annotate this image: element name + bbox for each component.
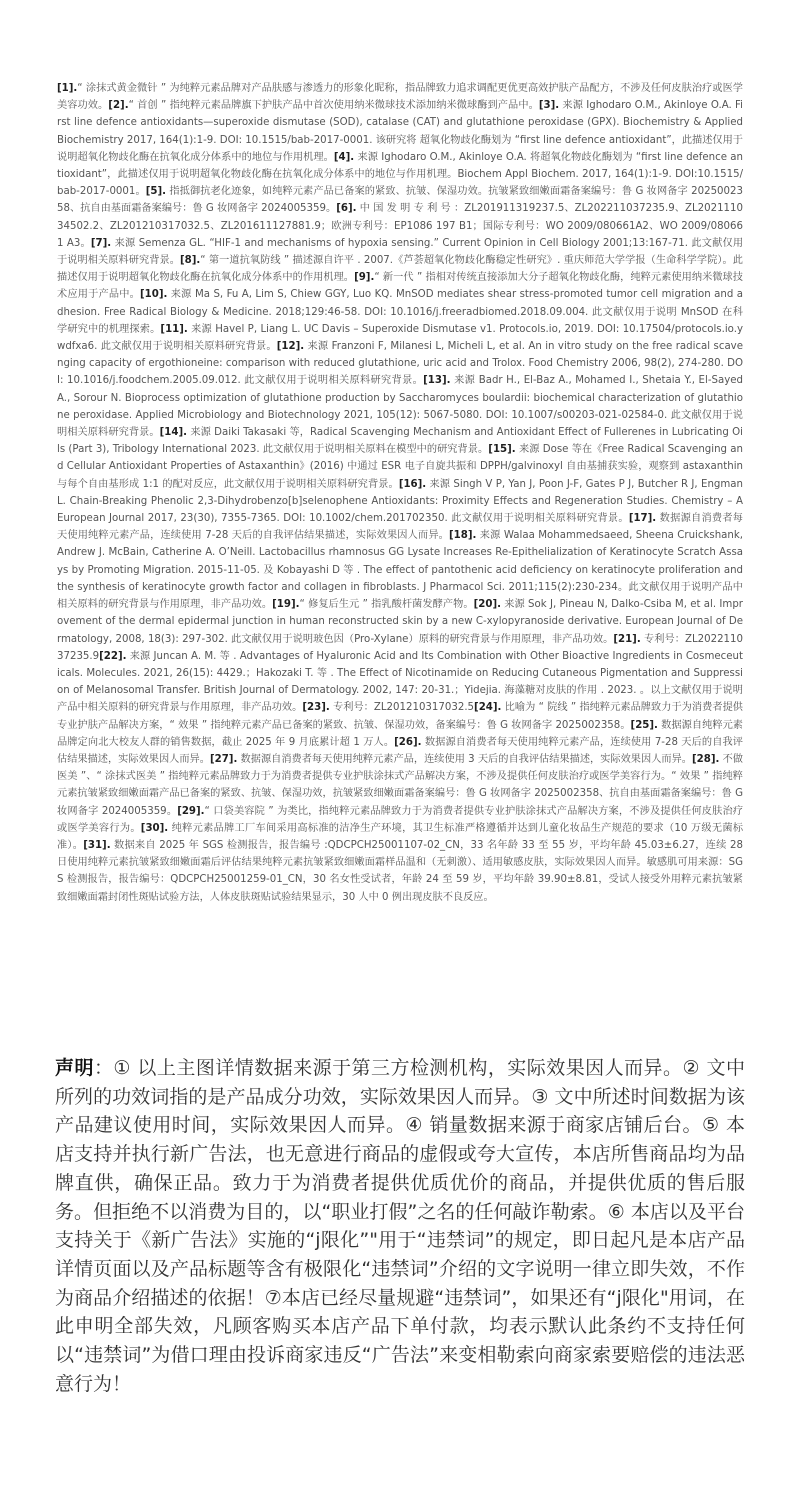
reference-number: [11]. [160, 323, 188, 335]
reference-text: 不做医美 ”、“ 涂抹式医美 ” 指纯粹元素品牌致力于为消费者提供专业护肤涂抹式产品解决方案，不涉及提供任何皮肤治疗或医学美容行为。“ 效果 ” 指纯粹元素抗皱紧致细嫩面霜产品已备案的紧致、抗皱、保湿功效，抗皱紧致细嫩面霜备案编号：鲁 G 妆网备字 2025002358、抗自由基面霜备案编号：鲁 G 妆网备字 2024005359。 [57, 753, 743, 817]
reference-number: [1]. [57, 83, 78, 94]
reference-text: 来源 Badr H., El-Baz A., Mohamed I., Shetaia Y., El-Sayed A., Sorour N. Bioprocess optimization of glutathione production by Saccharomyces boulardii: biochemical characterization of glutathione peroxidase. Applied Microbiology and Biotechnology 2021, 105(12): 5067-5080. DOI: 10.1007/s00203-021-02584-0. 此文献仅用于说明相关原料研究背景。 [57, 375, 743, 439]
reference-text: 比喻为 “ 院线 ” 指纯粹元素品牌致力于为消费者提供专业护肤产品解决方案，“ 效果 ” 指纯粹元素产品已备案的紧致、抗皱、保湿功效，备案编号：鲁 G 妆网备字 2025002358。 [57, 702, 743, 731]
reference-number: [27]. [209, 753, 238, 765]
reference-number: [22]. [99, 650, 127, 662]
reference-number: [6]. [336, 203, 357, 215]
reference-text: “ 口袋美容院 ” 为类比，指纯粹元素品牌致力于为消费者提供专业护肤涂抹式产品解决方案，不涉及提供任何皮肤治疗或医学美容行为。 [57, 805, 744, 834]
reference-number: [31]. [83, 839, 111, 851]
reference-text: “ 涂抹式黄金微针 ” 为纯粹元素品牌对产品肤感与渗透力的形象化昵称，指品牌致力追求调配更优更高效护肤产品配方，不涉及任何皮肤治疗或医学美容功效。 [57, 83, 743, 112]
reference-text: “ 新一代 ” 指相对传统直接添加大分子超氧化物歧化酶，纯粹元素使用纳米微球技术应用于产品中。 [57, 272, 743, 301]
reference-text: 来源 Ighodaro O.M., Akinloye O.A. First line defence antioxidants—superoxide dismutase (SOD), catalase (CAT) and glutathione peroxidase (GPX). Biochemistry & Applied Biochemistry 2017, 164(1):1-9. DOI: 10.1515/bab-2017-0001. 该研究将 超氧化物歧化酶划为 “first line defence antioxidant”，此描述仅用于说明超氧化物歧化酶在抗氧化成分体系中的地位与作用机理。 [57, 100, 744, 163]
reference-number: [13]. [423, 375, 451, 387]
reference-text: 来源 Daiki Takasaki 等，Radical Scavenging Mechanism and Antioxidant Effect of Fullerenes in Lubricating Oils (Part 3), Tribology International 2023. 此文献仅用于说明相关原料在模型中的研究背景。 [57, 427, 743, 456]
reference-number: [9]. [354, 272, 375, 284]
reference-number: [20]. [473, 599, 501, 611]
reference-number: [15]. [488, 444, 516, 456]
reference-number: [25]. [630, 719, 658, 731]
reference-text: 来源 Semenza GL. “HIF-1 and mechanisms of hypoxia sensing.” Current Opinion in Cell Biology 2001;13:167-71. 此文献仅用于说明相关原料研究背景。 [57, 237, 744, 267]
reference-number: [26]. [394, 736, 422, 748]
disclaimer-statement [55, 1054, 745, 1398]
reference-text: 中 国 发 明 专 利 号 ：ZL201911319237.5、ZL202211037235.9、ZL202111034502.2、ZL201210317032.5、ZL201611127881.9；欧洲专利号：EP1086 197 B1；国际专利号：WO 2009/080661A2、WO 2009/080661 A3。 [57, 203, 743, 249]
reference-number: [29]. [177, 805, 205, 817]
reference-text: 来源 Singh V P, Yan J, Poon J-F, Gates P J, Butcher R J, Engman L. Chain-Breaking Phenolic 2,3-Dihydrobenzo[b]selenophene Antioxidants: Proximity Effects and Regeneration Studies. Chemistry – A European Journal 2017, 23(30), 7355-7365. DOI: 10.1002/chem.201702350. 此文献仅用于说明相关原料研究背景。 [57, 478, 743, 525]
reference-text: 来源 Franzoni F, Milanesi L, Micheli L, et al. An in vitro study on the free radical scavenging capacity of ergothioneine: comparison with reduced glutathione, uric acid and Trolox. Food Chemistry 2006, 98(2), 274-280. DOI: 10.1016/j.foodchem.2005.09.012. 此文献仅用于说明相关原料研究背景。 [57, 341, 743, 387]
reference-text: 专利号：ZL201210317032.5 [329, 702, 475, 714]
reference-number: [24]. [474, 702, 502, 714]
reference-text: 来源 Ighodaro O.M., Akinloye O.A. 将超氧化物歧化酶划为 “first line defence antioxidant”，此描述仅用于说明超氧化物歧化酶在抗氧化成分体系中的地位与作用机理。Biochem Appl Biochem. 2017, 164(1):1-9. DOI:10.1515/bab-2017-0001。 [57, 151, 743, 198]
reference-number: [3]. [538, 100, 560, 112]
reference-text: 数据源自消费者每天使用纯粹元素产品，连续使用 3 天后的自我评估结果描述，实际效果因人而异。 [237, 753, 692, 765]
statement-colon: ： [93, 1057, 114, 1079]
reference-number: [7]. [90, 237, 112, 249]
reference-text: “ 第一道抗氧防线 ” 描述源自许平 . 2007.《芦荟超氧化物歧化酶稳定性研究》. 重庆师范大学学报（生命科学学院）。此描述仅用于说明超氧化物歧化酶在抗氧化成分体系中的作用机理。 [57, 255, 743, 284]
reference-text: 数据来自 2025 年 SGS 检测报告，报告编号 :QDCPCH25001107-02_CN，33 名年龄 33 至 55 岁，平均年龄 45.03±6.27，连续 28 日使用纯粹元素抗皱紧致细嫩面霜后评估结果纯粹元素抗皱紧致细嫩面霜样品温和（无刺激）、适用敏感皮肤，实际效果因人而异。敏感肌可用来源：SGS 检测报告，报告编号：QDCPCH25001259-01_CN，30 名女性受试者，年龄 24 至 59 岁，平均年龄 39.90±8.81，受试人接受外用粹元素抗皱紧致细嫩面霜封闭性斑贴试验方法，人体皮肤斑贴试验结果显示，30 人中 0 例出现皮肤不良反应。 [57, 839, 744, 903]
reference-text: 专利号：ZL202211037235.9 [57, 633, 743, 662]
reference-number: [23]. [302, 702, 330, 714]
reference-number: [18]. [449, 530, 477, 542]
reference-number: [16]. [398, 478, 427, 490]
reference-number: [8]. [180, 255, 201, 267]
references-block [57, 80, 743, 906]
reference-text: 来源 Walaa Mohammedsaeed, Sheena Cruickshank, Andrew J. McBain, Catherine A. O’Neill. Lactobacillus rhamnosus GG Lysate Increases Re-Epithelialization of Keratinocyte Scratch Assays by Promoting Migration. 2015-11-05. 及 Kobayashi D 等 . The effect of pantothenic acid deficiency on keratinocyte proliferation and the synthesis of keratinocyte growth factor and collagen in fibroblasts. J Pharmacol Sci. 2011;115(2):230-234。此文献仅用于说明产品中相关原料的研究背景与作用原理，非产品功效。 [57, 530, 743, 611]
reference-text: 数据源自消费者每天使用纯粹元素产品，连续使用 7-28 天后的自我评估结果描述，实际效果因人而异。 [57, 736, 743, 765]
reference-text: 纯粹元素品牌工厂车间采用高标准的洁净生产环境，其卫生标准严格遵循并达到儿童化妆品生产规范的要求（10 万级无菌标准）。 [57, 822, 744, 851]
statement-text: ① 以上主图详情数据来源于第三方检测机构，实际效果因人而异。② 文中所列的功效词指的是产品成分功效，实际效果因人而异。③ 文中所述时间数据为该产品建议使用时间，实际效果因人而异。④ 销量数据来源于商家店铺后台。⑤ 本店支持并执行新广告法，也无意进行商品的虚假或夸大宣传，本店所售商品均为品牌直供，确保正品。致力于为消费者提供优质优价的商品，并提供优质的售后服务。但拒绝不以消费为目的，以“职业打假”之名的任何敲诈勒索。⑥ 本店以及平台支持关于《新广告法》实施的“j限化”"用于“违禁词”的规定，即日起凡是本店产品详情页面以及产品标题等含有极限化“违禁词”介绍的文字说明一律立即失效，不作为商品介绍描述的依据！⑦本店已经尽量规避“违禁词”，如果还有“j限化"用词，在此申明全部失效，凡顾客购买本店产品下单付款，均表示默认此条约不支持任何以“违禁词”为借口理由投诉商家违反“广告法”来变相勒索向商家索要赔偿的违法恶意行为！ [55, 1057, 745, 1395]
reference-number: [30]. [140, 822, 169, 834]
reference-text: 数据源自消费者每天使用纯粹元素产品，连续使用 7-28 天后的自我评估结果描述，实际效果因人而异。 [57, 513, 743, 542]
reference-number: [4]. [333, 151, 355, 163]
reference-text: 来源 Sok J, Pineau N, Dalko-Csiba M, et al. Improvement of the dermal epidermal junction in human reconstructed skin by a new C-xylopyranoside derivative. European Journal of Dermatology, 2008, 18(3): 297-302. 此文献仅用于说明玻色因（Pro-Xylane）原料的研究背景与作用原理，非产品功效。 [57, 599, 743, 645]
reference-number: [14]. [159, 427, 188, 439]
reference-text: 来源 Ma S, Fu A, Lim S, Chiew GGY, Luo KQ. MnSOD mediates shear stress-promoted tumor cell migration and adhesion. Free Radical Biology & Medicine. 2018;129:46-58. DOI: 10.1016/j.freeradbiomed.2018.09.004. 此文献仅用于说明 MnSOD 在科学研究中的机理探索。 [57, 289, 743, 335]
reference-number: [28]. [692, 753, 720, 765]
reference-text: “ 首创 ” 指纯粹元素品牌旗下护肤产品中首次使用纳米微球技术添加纳米微球酶到产品中。 [128, 100, 539, 112]
reference-number: [17]. [628, 513, 657, 525]
reference-number: [19]. [272, 599, 300, 611]
reference-number: [21]. [613, 633, 641, 645]
reference-text: 来源 Dose 等在《Free Radical Scavenging and Cellular Antioxidant Properties of Astaxanthin》(2016) 中通过 ESR 电子自旋共振和 DPPH/galvinoxyl 自由基捕获实验，观察到 astaxanthin 与每个自由基形成 1:1 的配对反应，此文献仅用于说明相关原料研究背景。 [57, 444, 743, 490]
reference-text: “ 修复后生元 ” 指乳酸杆菌发酵产物。 [299, 599, 474, 611]
statement-label: 声明 [55, 1057, 94, 1079]
reference-text: 来源 Juncan A. M. 等 . Advantages of Hyaluronic Acid and Its Combination with Other Bioactive Ingredients in Cosmeceuticals. Molecules. 2021, 26(15): 4429.；Hakozaki T. 等 . The Effect of Nicotinamide on Reducing Cutaneous Pigmentation and Suppression of Melanosomal Transfer. British Journal of Dermatology. 2002, 147: 20-31.；Yidejia. 海藻糖对皮肤的作用 . 2023. 。以上文献仅用于说明产品中相关原料的研究背景与作用原理，非产品功效。 [57, 650, 743, 714]
reference-number: [5]. [145, 186, 167, 198]
reference-number: [12]. [276, 341, 305, 353]
reference-number: [2]. [108, 100, 129, 112]
reference-text: 指抵御抗老化迹象，如纯粹元素产品已备案的紧致、抗皱、保湿功效。抗皱紧致细嫩面霜备案编号：鲁 G 妆网备字 2025002358、抗自由基面霜备案编号：鲁 G 妆网备字 2024005359。 [57, 186, 743, 215]
reference-number: [10]. [140, 289, 168, 301]
reference-text: 数据源自纯粹元素品牌定向北大校友人群的销售数据，截止 2025 年 9 月底累计超 1 万人。 [57, 719, 743, 748]
reference-text: 来源 Havel P, Liang L. UC Davis – Superoxide Dismutase v1. Protocols.io, 2019. DOI: 10.17504/protocols.io.ywdfxa6. 此文献仅用于说明相关原料研究背景。 [57, 323, 743, 353]
